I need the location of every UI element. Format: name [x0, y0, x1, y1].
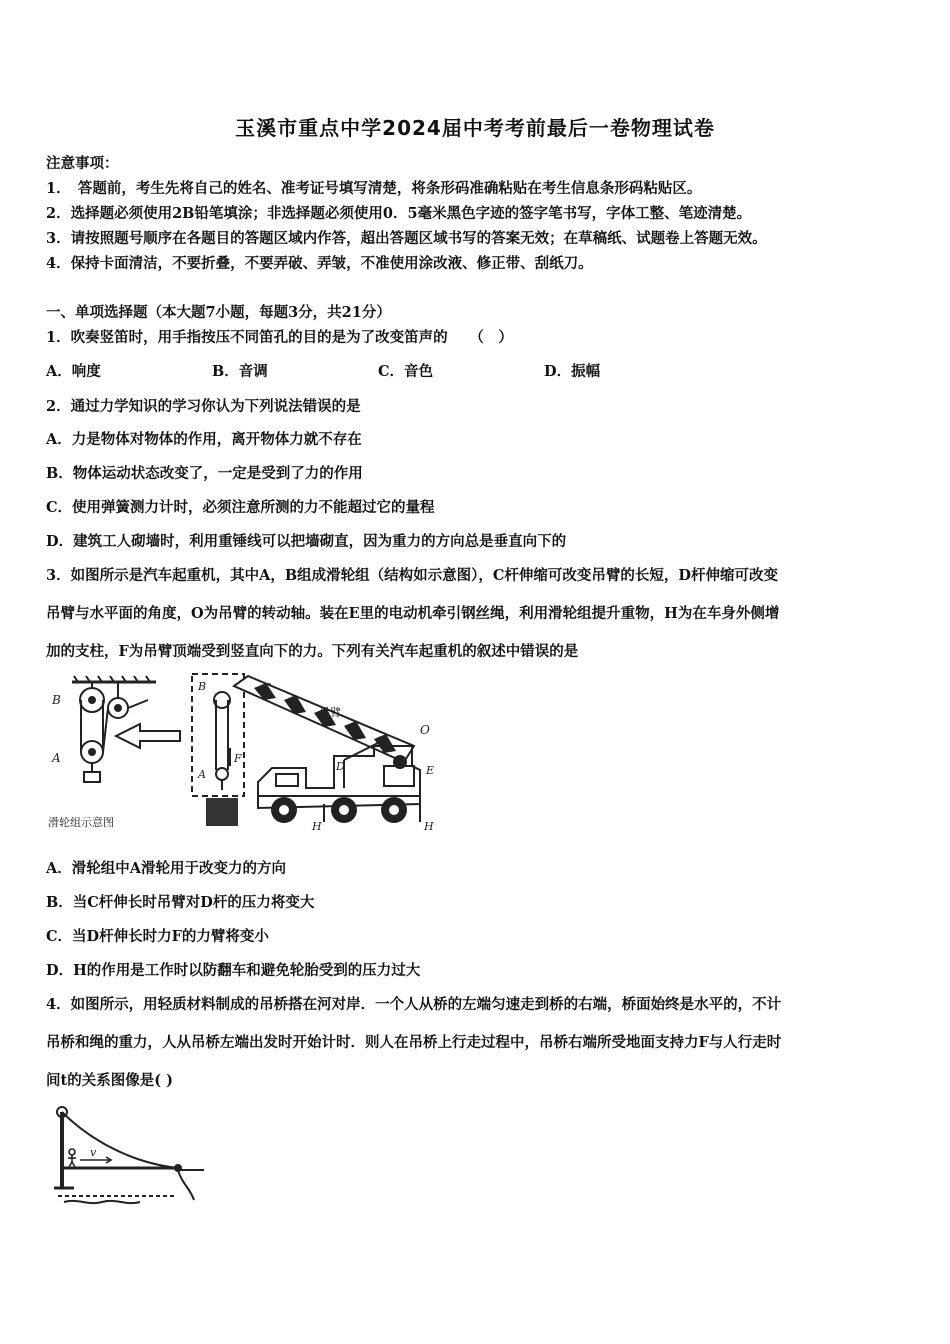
label-c: C	[262, 681, 272, 695]
load-block	[206, 798, 238, 826]
notice-item-2: 2．选择题必须使用2B铅笔填涂；非选择题必须使用0．5毫米黑色字迹的签字笔书写，字体工整、笔迹清楚。	[46, 205, 752, 222]
q3-stem-line-1: 3．如图所示是汽车起重机，其中A，B组成滑轮组（结构如示意图），C杆伸缩可改变吊臂的长短，D杆伸缩可改变	[46, 567, 778, 584]
q1-stem: 1．吹奏竖笛时，用手指按压不同笛孔的目的是为了改变笛声的 （ ）	[46, 329, 513, 346]
bridge-drawing	[54, 1107, 204, 1203]
q1-option-c: C．音色	[378, 363, 434, 380]
notice-item-1: 1． 答题前，考生先将自己的姓名、准考证号填写清楚，将条形码准确粘贴在考生信息条形码粘贴区。	[46, 180, 702, 197]
pulley-schematic	[72, 676, 156, 782]
q4-stem-line-2: 吊桥和绳的重力，人从吊桥左端出发时开始计时．则人在吊桥上行走过程中，吊桥右端所受地面支持力F与人行走时	[46, 1034, 782, 1051]
label-b-schematic: B	[52, 693, 61, 707]
label-b-box: B	[198, 680, 207, 693]
q1-options	[46, 360, 710, 381]
label-h-left: H	[312, 820, 322, 833]
label-a-schematic: A	[52, 751, 61, 765]
q1-option-b: B．音调	[212, 363, 268, 380]
label-o: O	[420, 723, 430, 737]
q2-stem: 2．通过力学知识的学习你认为下列说法错误的是	[46, 398, 361, 415]
crane-boom	[234, 676, 414, 762]
section-heading: 一、单项选择题（本大题7小题，每题3分，共21分）	[46, 304, 391, 321]
q1-option-d: D．振幅	[544, 363, 601, 380]
label-d: D	[336, 760, 345, 773]
q2-option-c: C．使用弹簧测力计时，必须注意所测的力不能超过它的量程	[46, 499, 435, 516]
q1-option-a: A．响度	[46, 363, 101, 380]
notice-heading: 注意事项：	[46, 155, 119, 172]
label-a-box: A	[198, 768, 206, 781]
crane-figure	[44, 670, 444, 840]
q3-option-a: A．滑轮组中A滑轮用于改变力的方向	[46, 860, 286, 877]
truck-wheels	[271, 797, 407, 823]
schematic-caption: 滑轮组示意图	[48, 816, 114, 829]
notice-item-3: 3．请按照题号顺序在各题目的答题区域内作答，超出答题区域书写的答案无效；在草稿纸、试题卷上答题无效。	[46, 230, 767, 247]
q4-stem-line-3: 间t的关系图像是( )	[46, 1072, 173, 1089]
label-f: F	[234, 752, 242, 765]
bridge-figure	[44, 1104, 214, 1214]
q4-stem-line-1: 4．如图所示，用轻质材料制成的吊桥搭在河对岸．一个人从桥的左端匀速走到桥的右端，桥面始终是水平的，不计	[46, 996, 782, 1013]
velocity-label: v	[90, 1146, 97, 1159]
q3-stem-line-2: 吊臂与水平面的角度，O为吊臂的转动轴。装在E里的电动机牵引钢丝绳，利用滑轮组提升重物，H为在车身外侧增	[46, 605, 780, 622]
q2-option-a: A．力是物体对物体的作用，离开物体力就不存在	[46, 431, 362, 448]
notice-item-4: 4．保持卡面清洁，不要折叠，不要弄破、弄皱，不准使用涂改液、修正带、刮纸刀。	[46, 255, 593, 272]
q3-stem-line-3: 加的支柱，F为吊臂顶端受到竖直向下的力。下列有关汽车起重机的叙述中错误的是	[46, 643, 579, 660]
label-e: E	[426, 764, 435, 777]
label-h-right: H	[424, 820, 434, 833]
q3-option-d: D．H的作用是工作时以防翻车和避免轮胎受到的压力过大	[46, 962, 421, 979]
q2-option-b: B．物体运动状态改变了，一定是受到了力的作用	[46, 465, 363, 482]
q3-option-b: B．当C杆伸长时吊臂对D杆的压力将变大	[46, 894, 315, 911]
exam-title: 玉溪市重点中学2024届中考考前最后一卷物理试卷	[235, 116, 715, 140]
q3-option-c: C．当D杆伸长时力F的力臂将变小	[46, 928, 269, 945]
q2-option-d: D．建筑工人砌墙时，利用重锤线可以把墙砌直，因为重力的方向总是垂直向下的	[46, 533, 567, 550]
arrow-icon	[116, 724, 180, 748]
boom-label: 吊臂	[319, 706, 341, 719]
crane-hook-pulley	[214, 692, 230, 790]
